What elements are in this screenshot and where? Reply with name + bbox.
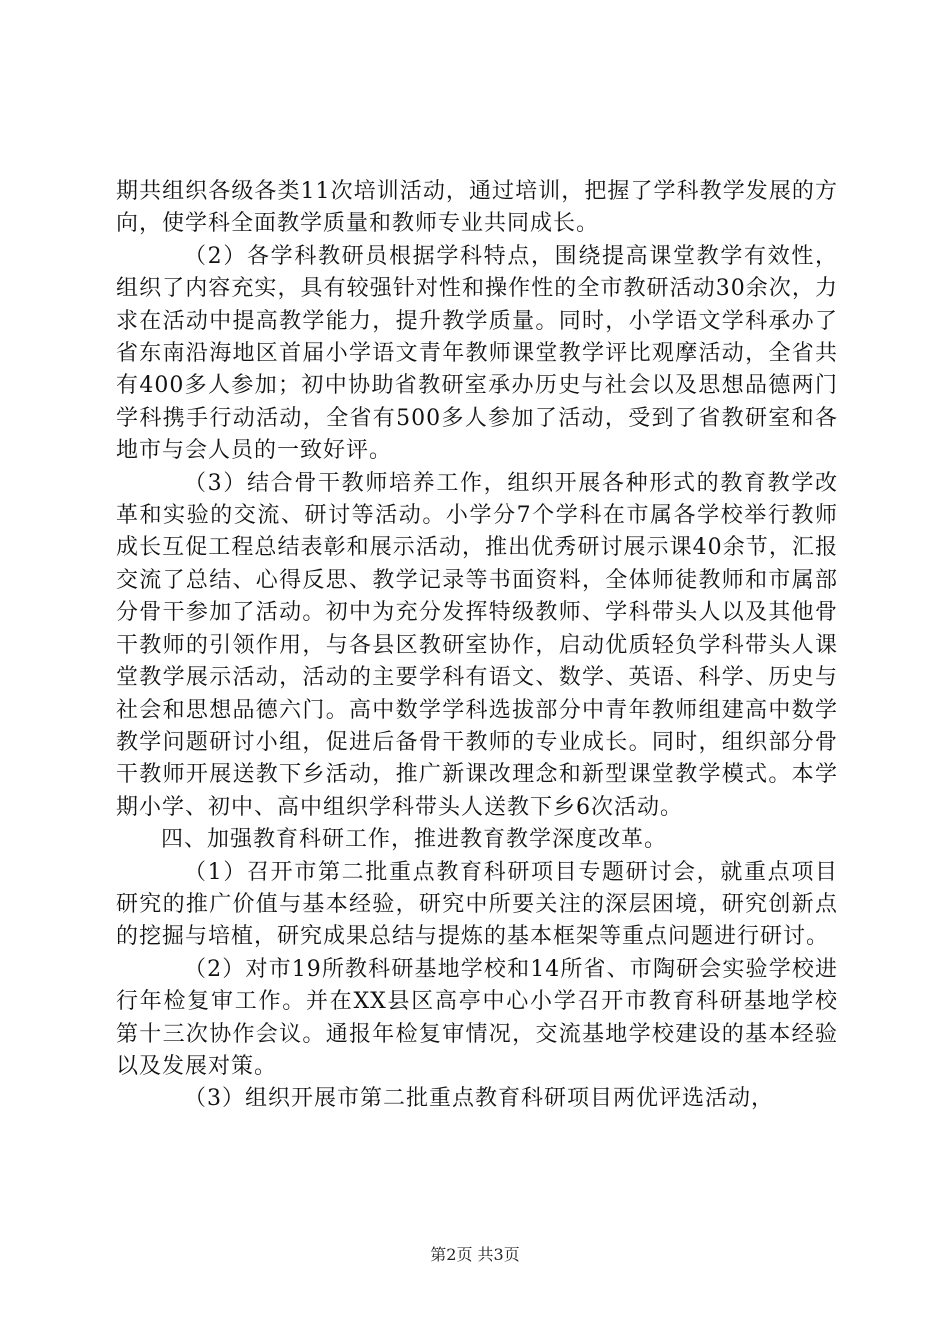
paragraph-project-evaluation: （3）组织开展市第二批重点教育科研项目两优评选活动， [184,1086,774,1112]
paragraph-base-school-review: （2）对市19所教科研基地学校和14所省、市陶研会实验学校进行年检复审工作。并在XX县区高亭中心小学召开市教育科研基地学校第十三次协作会议。通报年检复审情况，交流基地学校建设的基本经验以及发展对策。 [116,956,838,1079]
document-body [116,176,838,1116]
paragraph-project-seminar: （1）召开市第二批重点教育科研项目专题研讨会，就重点项目研究的推广价值与基本经验，研究中所要关注的深层困境，研究创新点的挖掘与培植，研究成果总结与提炼的基本框架等重点问题进行研讨。 [116,859,838,950]
paragraph-training-summary: 期共组织各级各类11次培训活动，通过培训，把握了学科教学发展的方向，使学科全面教学质量和教师专业共同成长。 [116,179,838,237]
paragraph-teaching-research-activities: （2）各学科教研员根据学科特点，围绕提高课堂教学有效性，组织了内容充实，具有较强针对性和操作性的全市教研活动30余次，力求在活动中提高教学能力，提升教学质量。同时，小学语文学科承办了省东南沿海地区首届小学语文青年教师课堂教学评比观摩活动，全省共有400多人参加；初中协助省教研室承办历史与社会以及思想品德两门学科携手行动活动，全省有500多人参加了活动，受到了省教研室和各地市与会人员的一致好评。 [116,243,838,464]
section-heading-education-research: 四、加强教育科研工作，推进教育教学深度改革。 [161,827,668,853]
paragraph-backbone-teacher-training: （3）结合骨干教师培养工作，组织开展各种形式的教育教学改革和实验的交流、研讨等活动。小学分7个学科在市属各学校举行教师成长互促工程总结表彰和展示活动，推出优秀研讨展示课40余节，汇报交流了总结、心得反思、教学记录等书面资料，全体师徒教师和市属部分骨干参加了活动。初中为充分发挥特级教师、学科带头人以及其他骨干教师的引领作用，与各县区教研室协作，启动优质轻负学科带头人课堂教学展示活动，活动的主要学科有语文、数学、英语、科学、历史与社会和思想品德六门。高中数学学科选拔部分中青年教师组建高中数学教学问题研讨小组，促进后备骨干教师的专业成长。同时，组织部分骨干教师开展送教下乡活动，推广新课改理念和新型课堂教学模式。本学期小学、初中、高中组织学科带头人送教下乡6次活动。 [116,470,838,820]
page-footer: 第2页 共3页 [430,1245,520,1264]
